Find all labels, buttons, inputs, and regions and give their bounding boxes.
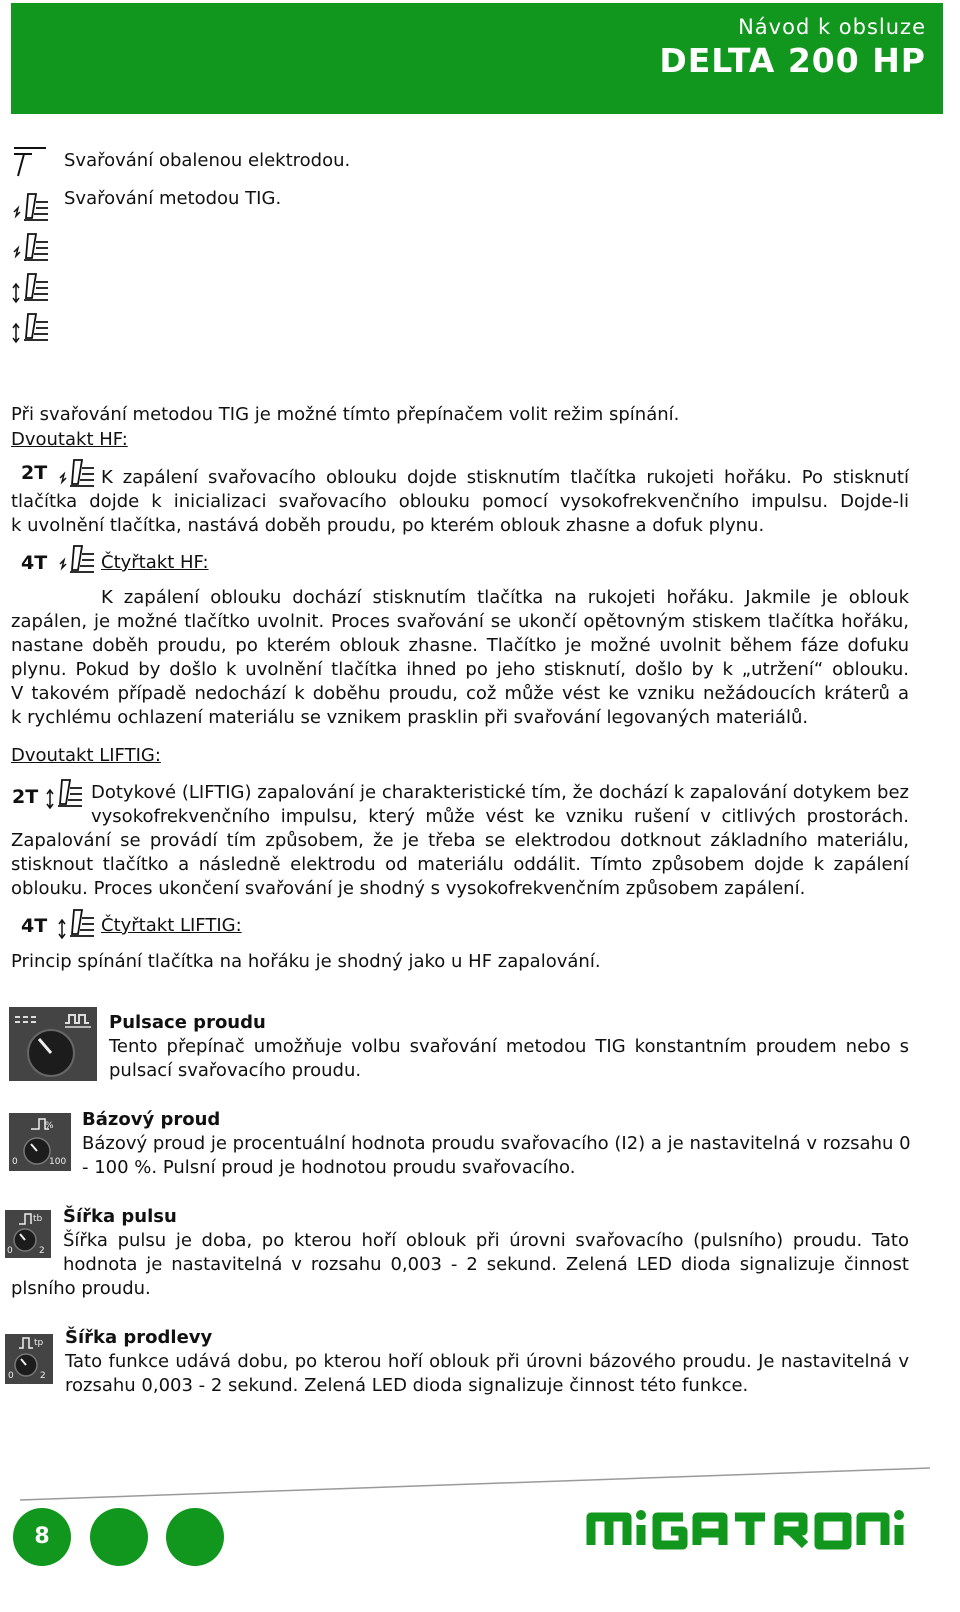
- electrode-icon: [12, 144, 48, 178]
- knob-min-label: 0: [8, 1371, 14, 1381]
- ctyrtakt-hf-line-2: zapálen, je možné tlačítko uvolnit. Proces svařování se ukončí opětovným stiskem tlačítka hořáku,: [11, 611, 909, 632]
- dvoutakt-lift-line-1: Dotykové (LIFTIG) zapalování je charakteristické tím, že dochází k zapalování dotykem bez: [91, 782, 909, 803]
- sirka-pulsu-line-2: hodnota je nastavitelná v rozsahu 0,003 - 2 sekund. Zelená LED dioda signalizuje činnost: [63, 1254, 909, 1275]
- tig-torch-hf-icon: [10, 190, 50, 226]
- bazovy-line-1: Bázový proud je procentuální hodnota proudu svařovacího (I2) a je nastavitelná v rozsahu 0: [82, 1133, 911, 1154]
- tig-torch-lift-icon: [10, 270, 50, 306]
- mode-tig-text: Svařování metodou TIG.: [64, 188, 282, 209]
- migatronic-logo: [585, 1507, 925, 1556]
- ctyrtakt-hf-line-1: K zapálení oblouku dochází stisknutím tlačítka na rukojeti hořáku. Jakmile je oblouk: [101, 587, 909, 608]
- dvoutakt-lift-line-4: stisknout tlačítko a následně elektrodu od materiálu oddálit. Tímto způsobem dojde k zapálení: [11, 854, 909, 875]
- knob-max-label: 100: [49, 1157, 67, 1167]
- pulsace-line-1: Tento přepínač umožňuje volbu svařování metodou TIG konstantním proudem nebo s: [109, 1036, 909, 1057]
- tig-torch-lift-icon: [44, 778, 84, 812]
- knob-min-label: 0: [7, 1246, 13, 1256]
- sirka-prodlevy-title: Šířka prodlevy: [65, 1327, 213, 1348]
- header-subtitle: Návod k obsluze: [738, 15, 926, 39]
- tig-torch-lift-4t-icon: [10, 310, 50, 346]
- knob-symbol: %: [45, 1121, 54, 1131]
- pulse-width-knob-image: [5, 1210, 51, 1258]
- tig-torch-hf-icon: [56, 544, 96, 578]
- bazovy-line-2: - 100 %. Pulsní proud je hodnotou proudu svařovacího.: [82, 1157, 576, 1178]
- badge-4t: 4T: [21, 915, 48, 937]
- ctyrtakt-hf-line-3: nastane doběh proudu, po kterém oblouk zhasne. Tlačítko je možné uvolnit během fáze dofuku: [11, 635, 909, 656]
- dvoutakt-hf-line-3: k uvolnění tlačítka, nastává doběh proudu, po kterém oblouk zhasne a dofuk plynu.: [11, 515, 765, 536]
- ctyrtakt-hf-line-6: k rychlému ochlazení materiálu se vznikem prasklin při svařování legovaných materiálů.: [11, 707, 809, 728]
- badge-2t: 2T: [21, 462, 48, 484]
- dvoutakt-lift-heading: Dvoutakt LIFTIG:: [11, 745, 161, 766]
- ctyrtakt-hf-heading: Čtyřtakt HF:: [101, 552, 209, 573]
- ctyrtakt-lift-heading: Čtyřtakt LIFTIG:: [101, 915, 242, 936]
- sirka-pulsu-line-3: plsního proudu.: [11, 1278, 151, 1299]
- ctyrtakt-lift-text: Princip spínání tlačítka na hořáku je shodný jako u HF zapalování.: [11, 951, 601, 972]
- knob-max-label: 2: [39, 1246, 45, 1256]
- dvoutakt-hf-heading: Dvoutakt HF:: [11, 429, 128, 450]
- intro-text: Při svařování metodou TIG je možné tímto přepínačem volit režim spínání.: [11, 404, 680, 425]
- badge-2t: 2T: [12, 786, 39, 808]
- page-header: [11, 3, 943, 114]
- sirka-pulsu-title: Šířka pulsu: [63, 1206, 177, 1227]
- footer-decoration-circle: [166, 1508, 224, 1566]
- dvoutakt-hf-line-2: tlačítka dojde k inicializaci svařovacího oblouku pomocí vysokofrekvenčního impulsu. Dojde-li: [11, 491, 909, 512]
- pulsace-line-2: pulsací svařovacího proudu.: [109, 1060, 362, 1081]
- dvoutakt-hf-line-1: K zapálení svařovacího oblouku dojde stisknutím tlačítka rukojeti hořáku. Po stisknutí: [101, 467, 909, 488]
- bazovy-title: Bázový proud: [82, 1109, 221, 1130]
- header-title: DELTA 200 HP: [659, 41, 926, 80]
- pulsace-title: Pulsace proudu: [109, 1012, 266, 1033]
- ctyrtakt-hf-line-5: V takovém případě nedochází k doběhu proudu, což může vést ke vzniku nežádoucích kráterů a: [11, 683, 909, 704]
- pulse-switch-image: [9, 1007, 97, 1081]
- sirka-prodlevy-line-2: rozsahu 0,003 - 2 sekund. Zelená LED dioda signalizuje činnost této funkce.: [65, 1375, 749, 1396]
- footer-decoration-circle: [90, 1508, 148, 1566]
- tig-torch-hf-4t-icon: [10, 230, 50, 266]
- knob-max-label: 2: [40, 1371, 46, 1381]
- tig-torch-lift-icon: [56, 908, 96, 942]
- page-number: 8: [13, 1508, 71, 1566]
- dvoutakt-lift-line-5: oblouku. Proces ukončení svařování je shodný s vysokofrekvenčním způsobem zapálení.: [11, 878, 806, 899]
- ctyrtakt-hf-line-4: plynu. Pokud by došlo k uvolnění tlačítka ihned po jeho stisknutí, došlo by k „utržení“ oblouku.: [11, 659, 909, 680]
- pause-width-knob-image: [5, 1334, 53, 1384]
- dvoutakt-lift-line-3: Zapalování se provádí tím způsobem, že je třeba se elektrodou dotknout základního materiálu,: [11, 830, 909, 851]
- knob-symbol: tp: [34, 1338, 44, 1348]
- sirka-pulsu-line-1: Šířka pulsu je doba, po kterou hoří oblouk při úrovni svařovacího (pulsního) proudu. Tato: [63, 1230, 909, 1251]
- base-current-knob-image: [9, 1113, 71, 1171]
- knob-symbol: tb: [33, 1214, 43, 1224]
- mode-mma-text: Svařování obalenou elektrodou.: [64, 150, 351, 171]
- badge-4t: 4T: [21, 552, 48, 574]
- knob-min-label: 0: [12, 1157, 18, 1167]
- sirka-prodlevy-line-1: Tato funkce udává dobu, po kterou hoří oblouk při úrovni bázového proudu. Je nastavitelná v: [65, 1351, 909, 1372]
- tig-torch-hf-icon: [56, 458, 96, 492]
- dvoutakt-lift-line-2: vysokofrekvenčního impulsu, který může vést ke vzniku rušení v citlivých prostorách.: [91, 806, 909, 827]
